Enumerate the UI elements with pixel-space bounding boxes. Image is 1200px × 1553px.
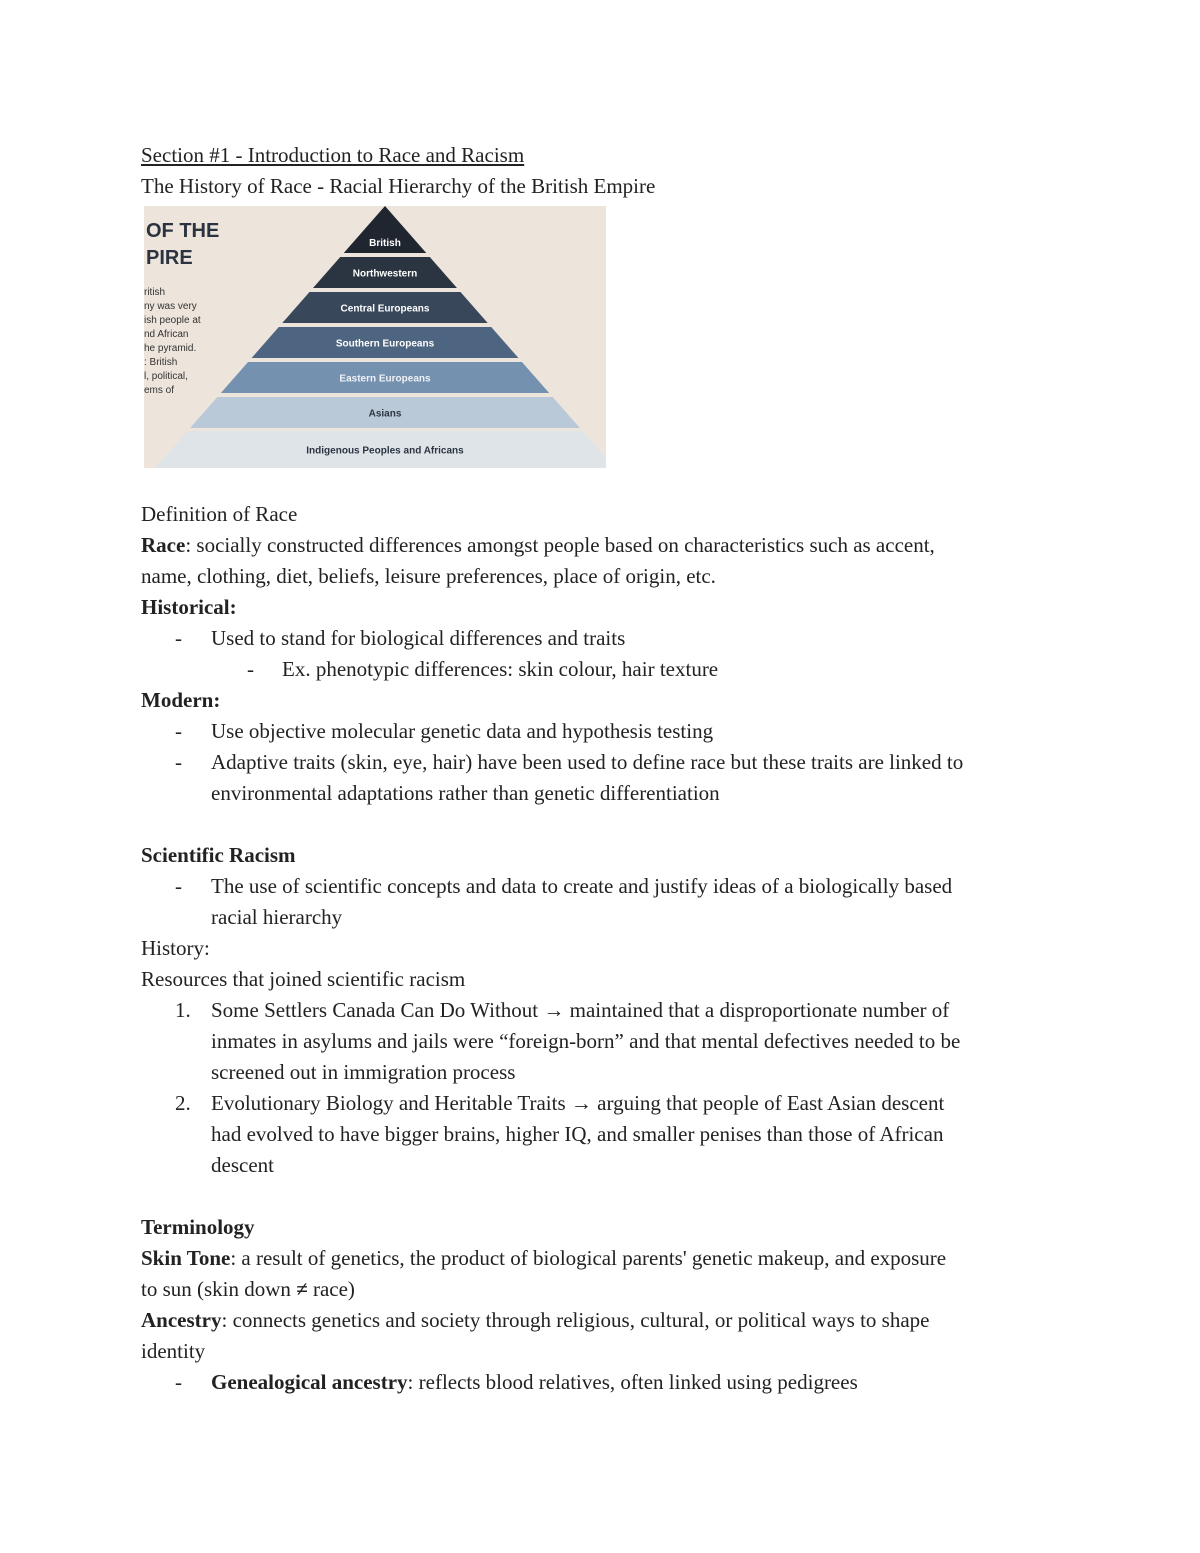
modern-item-1: Use objective molecular genetic data and hypothesis testing (211, 719, 714, 743)
pyramid-diagram (144, 206, 606, 468)
list-item (141, 1367, 1071, 1398)
resource-2b: had evolved to have bigger brains, higher IQ, and smaller penises than those of African (211, 1122, 944, 1146)
history-label: History: (141, 936, 210, 960)
historical-heading: Historical: (141, 595, 237, 619)
terminology-heading: Terminology (141, 1215, 255, 1239)
ancestry-term: Ancestry (141, 1308, 222, 1332)
resource-1a: Some Settlers Canada Can Do Without → maintained that a disproportionate number of (211, 998, 950, 1022)
resource-1c: screened out in immigration process (211, 1060, 516, 1084)
section-title: Section #1 - Introduction to Race and Racism (141, 143, 525, 167)
figure-side-text-line: : British (144, 357, 178, 368)
pyramid-tier-label: Eastern Europeans (339, 373, 431, 385)
modern-item-2b: environmental adaptations rather than genetic differentiation (211, 781, 720, 805)
bullet: - (175, 1370, 182, 1394)
figure-side-text-line: ish people at (144, 315, 201, 326)
ancestry-text-2: identity (141, 1339, 206, 1363)
list-item-continuation (141, 1026, 1071, 1057)
list-item-continuation (141, 902, 1071, 933)
pyramid-tier-label: British (369, 238, 401, 249)
subtitle: The History of Race - Racial Hierarchy of the British Empire (141, 174, 656, 198)
figure-side-text-line: ny was very (144, 301, 197, 312)
pyramid-tier-label: Northwestern (352, 268, 418, 280)
racial-hierarchy-pyramid-image (144, 206, 606, 468)
bullet: - (175, 750, 182, 774)
modern-item-2a: Adaptive traits (skin, eye, hair) have been used to define race but these traits are linked to (211, 750, 964, 774)
resource-2a: Evolutionary Biology and Heritable Traits → arguing that people of East Asian descent (211, 1091, 945, 1115)
list-item (141, 1088, 1071, 1119)
historical-item: Used to stand for biological differences and traits (211, 626, 626, 650)
scientific-item-b: racial hierarchy (211, 905, 343, 929)
race-text-1: : socially constructed differences amongst people based on characteristics such as accent, (185, 533, 935, 557)
list-number: 1. (175, 998, 191, 1022)
skin-tone-term: Skin Tone (141, 1246, 231, 1270)
historical-sub-item: Ex. phenotypic differences: skin colour, hair texture (282, 657, 719, 681)
bullet: - (247, 657, 254, 681)
list-item (141, 623, 1071, 654)
figure-side-text-line: nd African (144, 329, 189, 340)
figure-title-line-2: PIRE (146, 247, 193, 269)
pyramid-tier-label: Central Europeans (340, 303, 430, 315)
bullet: - (175, 719, 182, 743)
pyramid-tier-label: Southern Europeans (335, 338, 435, 350)
genealogical-text: : reflects blood relatives, often linked using pedigrees (407, 1370, 858, 1394)
bullet: - (175, 626, 182, 650)
bullet: - (175, 874, 182, 898)
list-item (141, 747, 1071, 778)
skin-text-2a: to sun (skin down (141, 1277, 297, 1301)
figure-side-text-line: ritish (144, 287, 166, 298)
skin-text-2b: race) (307, 1277, 355, 1301)
document-page (141, 140, 1071, 1398)
race-term: Race (141, 533, 186, 557)
pyramid-tier-label: Asians (368, 408, 402, 420)
modern-heading: Modern: (141, 688, 221, 712)
definition-heading: Definition of Race (141, 502, 298, 526)
ancestry-text-1: : connects genetics and society through religious, cultural, or political ways to shape (221, 1308, 930, 1332)
race-definition (141, 530, 1071, 561)
figure-side-text-line: ems of (144, 385, 175, 396)
figure-side-text-line: l, political, (144, 371, 188, 382)
list-number: 2. (175, 1091, 191, 1115)
figure-side-text-line: he pyramid. (144, 343, 197, 354)
list-item-continuation (141, 1150, 1071, 1181)
resource-1b: inmates in asylums and jails were “foreign-born” and that mental defectives needed to be (211, 1029, 961, 1053)
not-equal-symbol: ≠ (296, 1277, 308, 1301)
figure-title-line-1: OF THE (146, 220, 220, 242)
list-item (141, 871, 1071, 902)
pyramid-tier-label: Indigenous Peoples and Africans (306, 445, 464, 457)
scientific-racism-heading: Scientific Racism (141, 843, 296, 867)
list-item (141, 654, 1071, 685)
list-item (141, 995, 1071, 1026)
skin-tone-definition (141, 1243, 1071, 1274)
list-item-continuation (141, 778, 1071, 809)
scientific-item-a: The use of scientific concepts and data to create and justify ideas of a biologically based (211, 874, 953, 898)
list-item (141, 716, 1071, 747)
resource-2c: descent (211, 1153, 274, 1177)
skin-text-2 (141, 1274, 1071, 1305)
ancestry-definition (141, 1305, 1071, 1336)
skin-text-1: : a result of genetics, the product of biological parents' genetic makeup, and exposure (230, 1246, 947, 1270)
list-item-continuation (141, 1119, 1071, 1150)
genealogical-term: Genealogical ancestry (211, 1370, 408, 1394)
resources-label: Resources that joined scientific racism (141, 967, 466, 991)
race-text-2: name, clothing, diet, beliefs, leisure preferences, place of origin, etc. (141, 564, 716, 588)
list-item-continuation (141, 1057, 1071, 1088)
